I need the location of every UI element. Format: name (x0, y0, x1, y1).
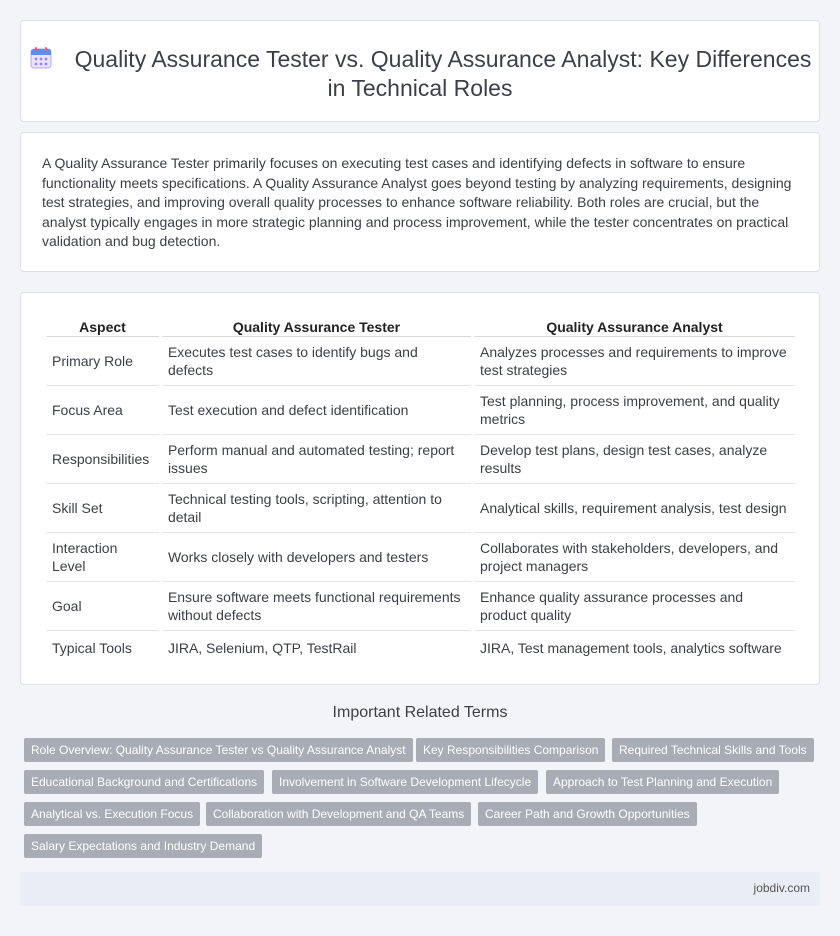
comparison-card (20, 292, 820, 685)
cell-aspect: Primary Role (46, 337, 159, 386)
cell-tester: JIRA, Selenium, QTP, TestRail (167, 640, 357, 656)
table-row (46, 337, 795, 386)
table-row (46, 484, 795, 533)
table-row (46, 631, 795, 665)
cell-analyst: Analytical skills, requirement analysis, test design (474, 484, 795, 533)
cell-analyst: Analyzes processes and requirements to improve test strategies (474, 337, 795, 386)
related-terms-title: Important Related Terms (332, 704, 508, 721)
cell-analyst: Test planning, process improvement, and quality metrics (474, 386, 795, 435)
cell-analyst: Develop test plans, design test cases, analyze results (474, 435, 795, 484)
related-tag[interactable]: Involvement in Software Development Lifecycle (272, 770, 538, 794)
related-tag[interactable]: Career Path and Growth Opportunities (478, 802, 697, 826)
header-analyst: Quality Assurance Analyst (474, 315, 795, 337)
cell-tester: Ensure software meets functional requirements without defects (162, 582, 471, 631)
table-row (46, 435, 795, 484)
related-tag[interactable]: Educational Background and Certifications (24, 770, 264, 794)
cell-tester: Perform manual and automated testing; report issues (162, 435, 471, 484)
cell-analyst: JIRA, Test management tools, analytics software (480, 640, 782, 656)
cell-tester: Test execution and defect identification (162, 386, 471, 435)
table-row (46, 533, 795, 582)
cell-aspect: Skill Set (46, 484, 159, 533)
calendar-icon (29, 46, 53, 70)
page-title-block (21, 45, 819, 103)
table-row (46, 582, 795, 631)
cell-analyst: Collaborates with stakeholders, developers, and project managers (474, 533, 795, 582)
related-tag[interactable]: Collaboration with Development and QA Teams (206, 802, 471, 826)
cell-tester: Executes test cases to identify bugs and defects (162, 337, 471, 386)
intro-card (20, 132, 820, 272)
title-card (20, 20, 820, 122)
related-tag[interactable]: Role Overview: Quality Assurance Tester vs Quality Assurance Analyst (24, 738, 413, 762)
related-tag[interactable]: Salary Expectations and Industry Demand (24, 834, 262, 858)
page-title: Quality Assurance Tester vs. Quality Assurance Analyst: Key Differences in Technical Roles (74, 46, 812, 101)
cell-aspect: Typical Tools (52, 640, 132, 656)
cell-tester: Technical testing tools, scripting, attention to detail (162, 484, 471, 533)
header-aspect: Aspect (46, 315, 159, 337)
related-tag[interactable]: Required Technical Skills and Tools (612, 738, 814, 762)
cell-aspect: Focus Area (46, 386, 159, 435)
footer-site[interactable]: jobdiv.com (753, 881, 810, 895)
cell-aspect: Interaction Level (46, 533, 159, 582)
related-tag[interactable]: Key Responsibilities Comparison (416, 738, 605, 762)
header-tester: Quality Assurance Tester (162, 315, 471, 337)
cell-aspect: Responsibilities (46, 435, 159, 484)
related-tag[interactable]: Analytical vs. Execution Focus (24, 802, 200, 826)
related-tag[interactable]: Approach to Test Planning and Execution (546, 770, 779, 794)
table-row (46, 386, 795, 435)
intro-paragraph: A Quality Assurance Tester primarily focuses on executing test cases and identifying defects in software to ensure functionality meets specifications. A Quality Assurance Analyst goes beyond testing by analyzing requirements, designing test strategies, and improving overall quality processes to enhance software reliability. Both roles are crucial, but the analyst typically engages in more strategic planning and process improvement, while the tester concentrates on practical validation and bug detection. (42, 155, 792, 250)
comparison-table (43, 315, 798, 665)
table-header-row (46, 315, 795, 337)
footer (20, 872, 820, 906)
cell-analyst: Enhance quality assurance processes and product quality (474, 582, 795, 631)
cell-aspect: Goal (46, 582, 159, 631)
cell-tester: Works closely with developers and testers (162, 533, 471, 582)
